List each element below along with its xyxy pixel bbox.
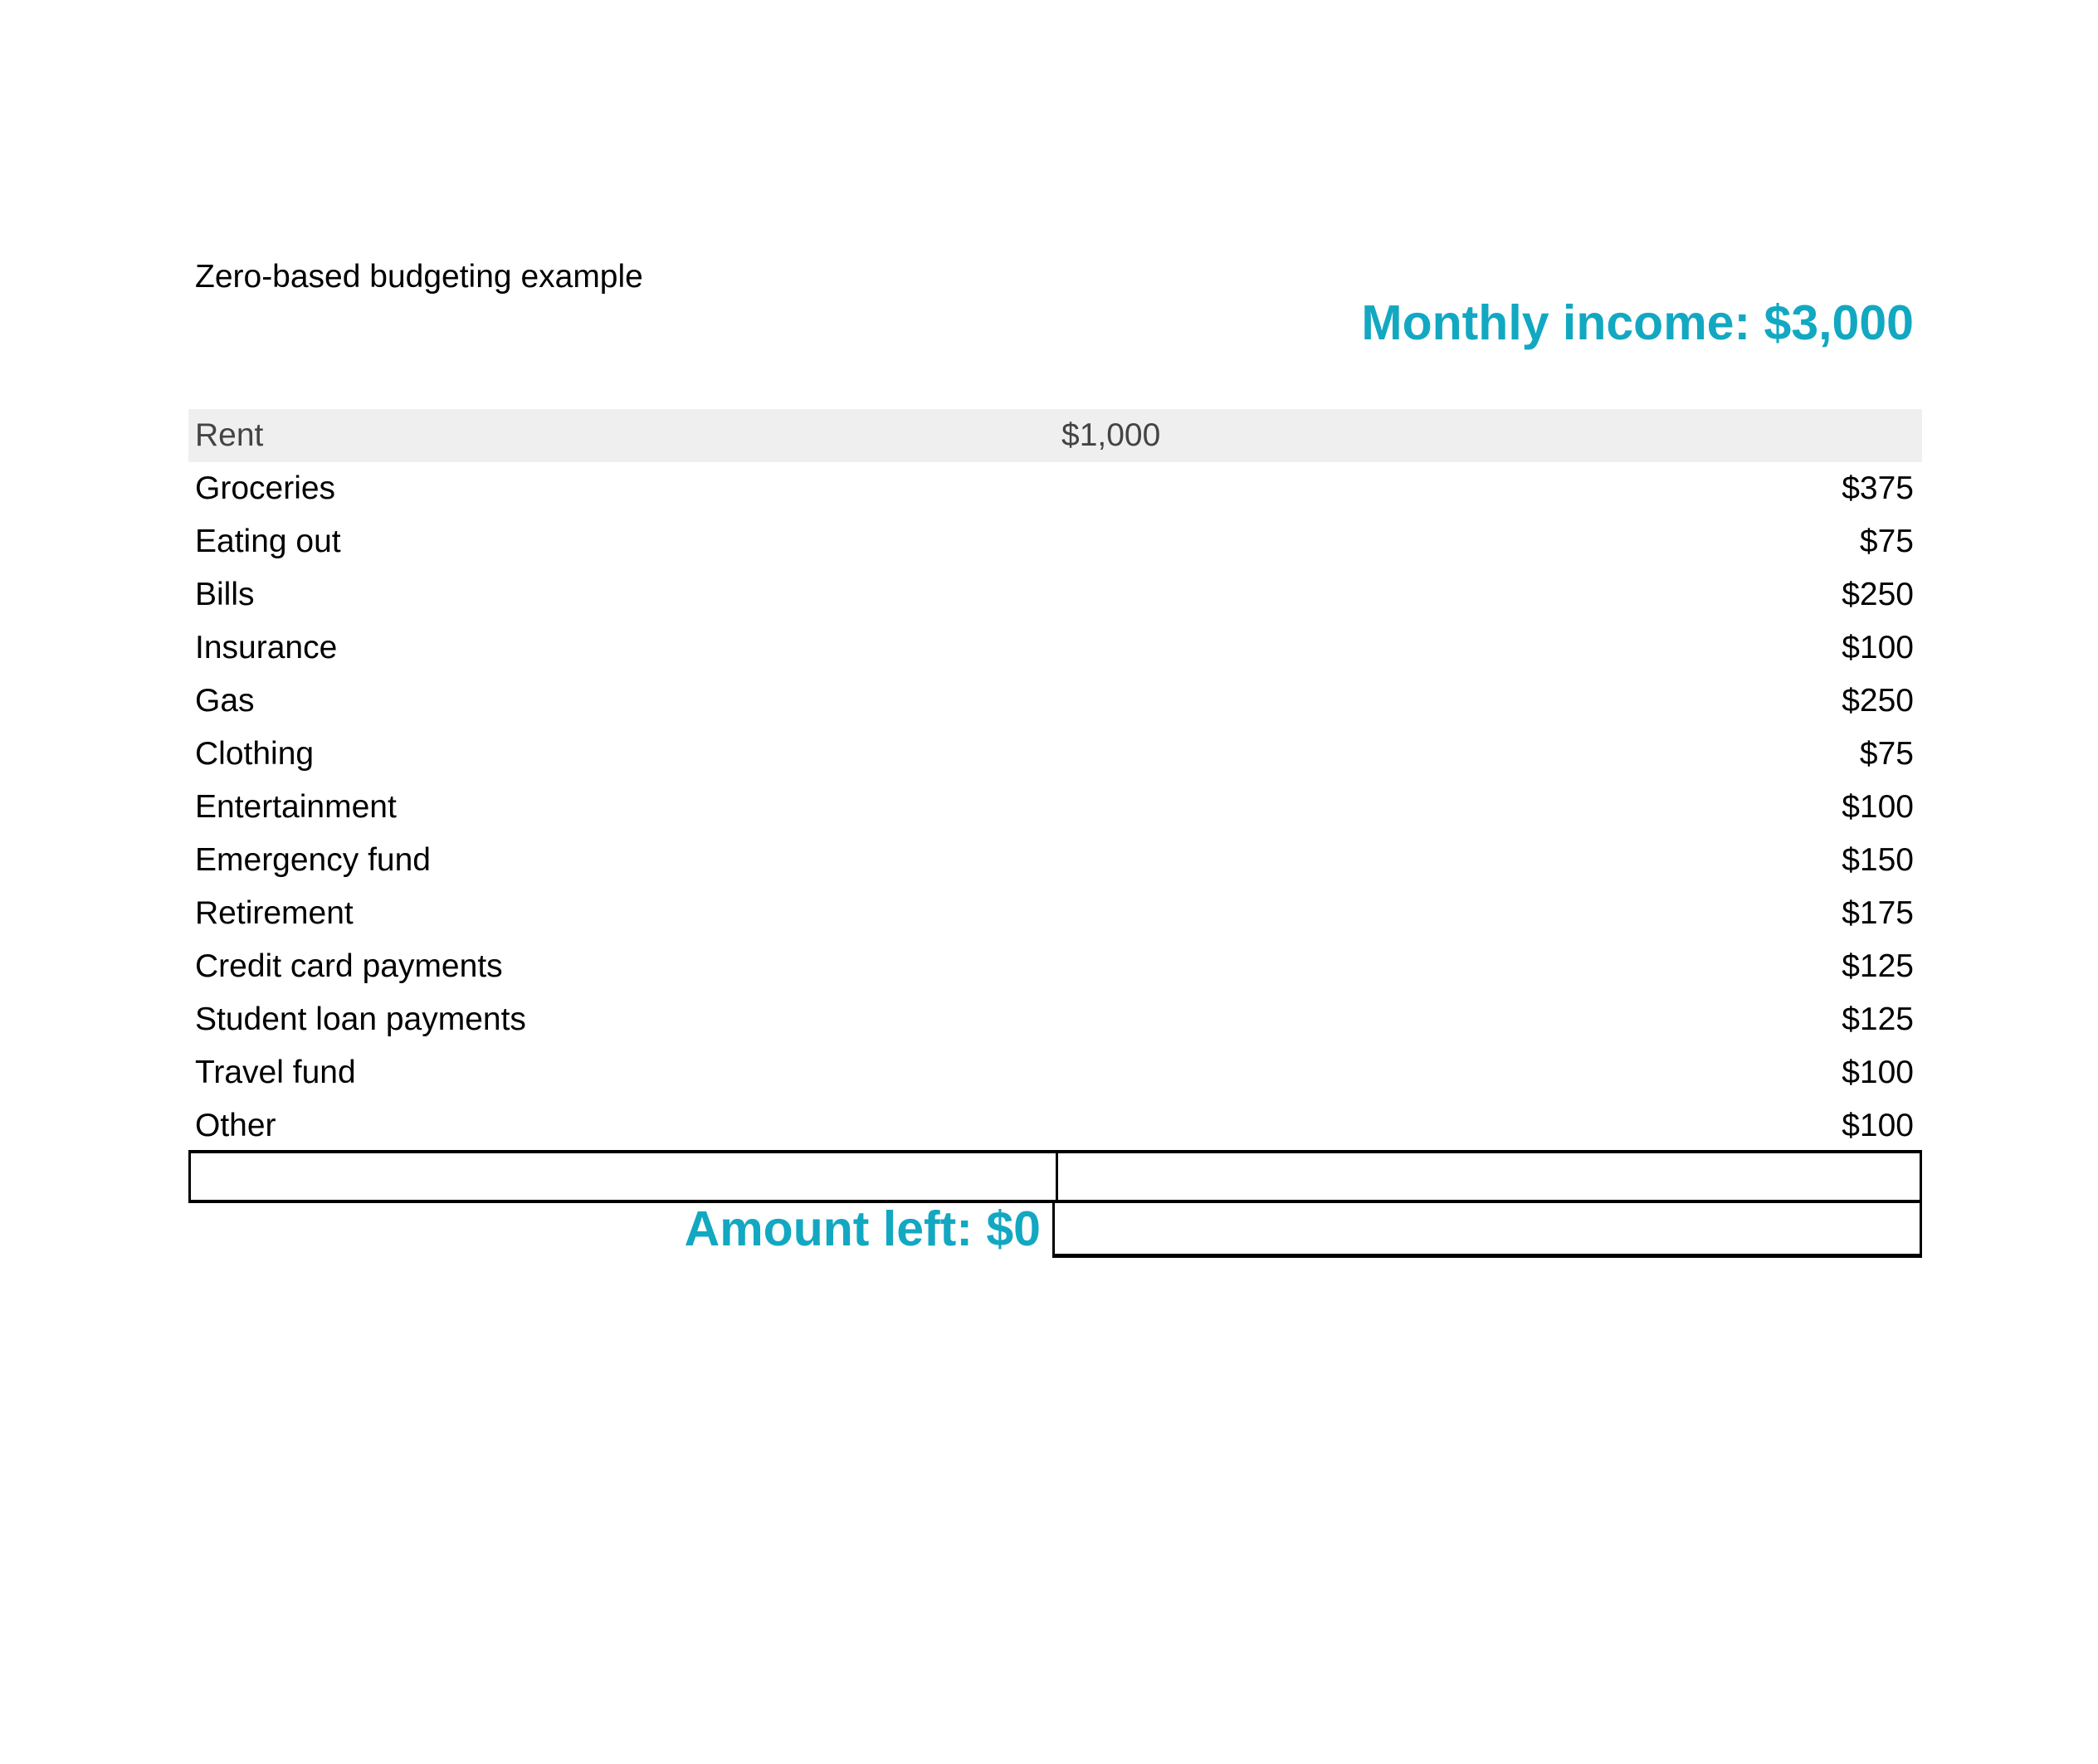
item-amount: $100 (1842, 1108, 1914, 1143)
item-amount: $100 (1842, 630, 1914, 665)
item-label: Student loan payments (195, 1001, 526, 1037)
item-amount: $100 (1842, 789, 1914, 825)
item-label: Other (195, 1108, 276, 1143)
budget-row (188, 568, 1922, 621)
item-label: Rent (195, 417, 264, 453)
budget-row (188, 621, 1922, 675)
item-label: Travel fund (195, 1055, 356, 1090)
budget-row (188, 675, 1922, 728)
budget-row (188, 409, 1922, 462)
item-label: Bills (195, 577, 255, 612)
item-amount: $125 (1842, 1001, 1914, 1037)
item-amount: $125 (1842, 948, 1914, 984)
budget-row (188, 462, 1922, 515)
item-label: Entertainment (195, 789, 397, 825)
item-amount: $1,000 (1061, 417, 1161, 453)
amount-left-cell (1052, 1201, 1922, 1258)
budget-row (188, 887, 1922, 940)
budget-row (188, 515, 1922, 568)
item-amount: $100 (1842, 1055, 1914, 1090)
budget-row (188, 1046, 1922, 1099)
item-label: Emergency fund (195, 842, 431, 878)
budget-row (188, 993, 1922, 1046)
item-amount: $75 (1859, 524, 1914, 559)
item-amount: $150 (1842, 842, 1914, 878)
monthly-income: Monthly income: $3,000 (1361, 295, 1914, 350)
item-label: Gas (195, 683, 255, 719)
budget-row (188, 1099, 1922, 1152)
item-amount: $175 (1842, 895, 1914, 931)
item-label: Insurance (195, 630, 338, 665)
item-label: Credit card payments (195, 948, 503, 984)
page-title: Zero-based budgeting example (195, 259, 643, 295)
item-label: Groceries (195, 470, 336, 506)
budget-table (188, 409, 1922, 1152)
budget-row (188, 834, 1922, 887)
item-amount: $250 (1842, 683, 1914, 719)
budget-row (188, 728, 1922, 781)
item-label: Eating out (195, 524, 341, 559)
item-amount: $75 (1859, 736, 1914, 772)
item-label: Clothing (195, 736, 315, 772)
total-row-box (188, 1150, 1922, 1203)
item-label: Retirement (195, 895, 354, 931)
item-amount: $250 (1842, 577, 1914, 612)
amount-left: Amount left: $0 (684, 1201, 1041, 1256)
column-divider (1056, 1153, 1058, 1200)
budget-row (188, 940, 1922, 993)
item-amount: $375 (1842, 470, 1914, 506)
budget-row (188, 781, 1922, 834)
